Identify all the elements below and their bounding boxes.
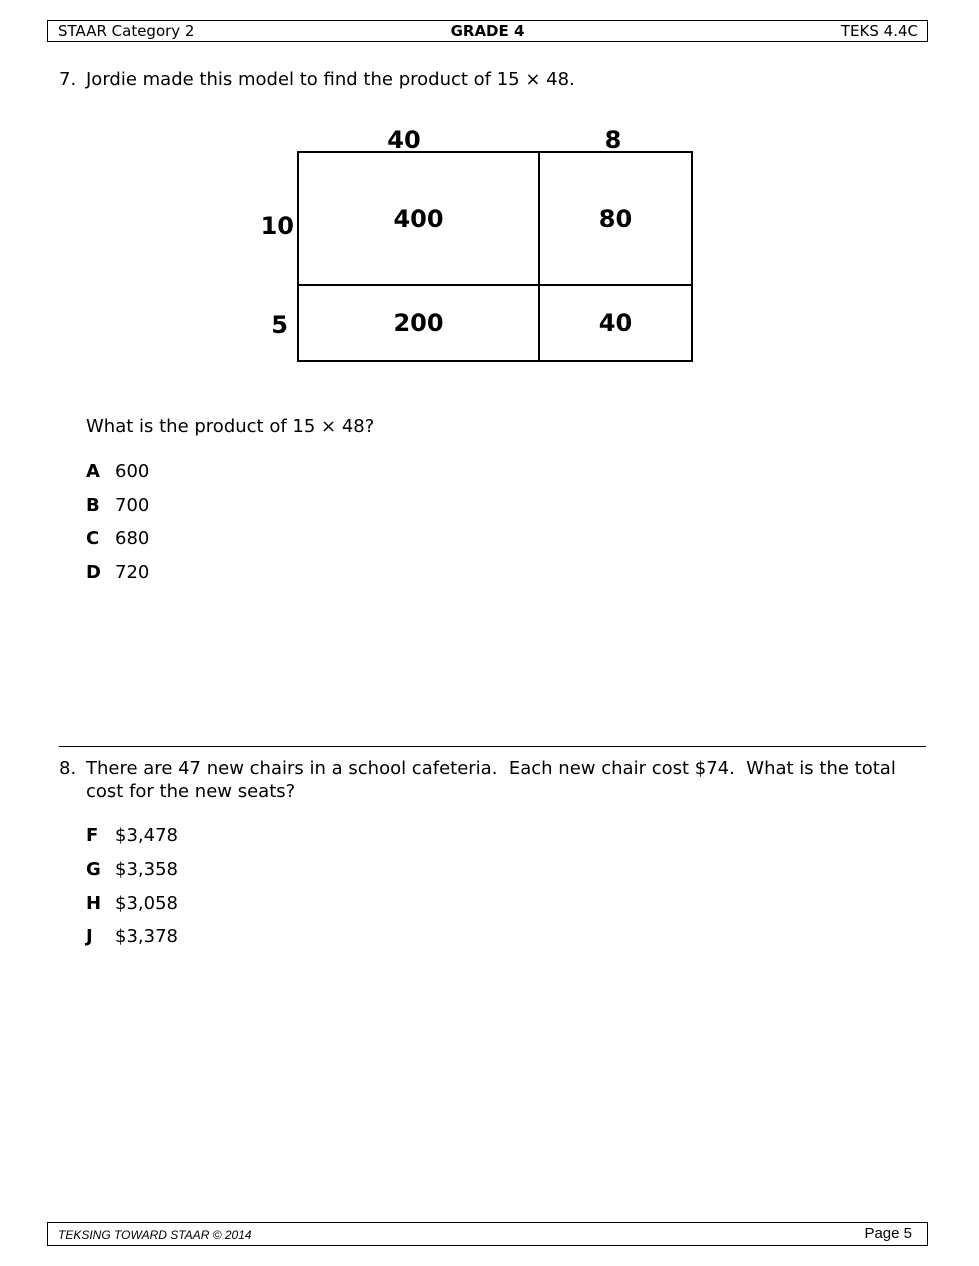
model-row-label-2: 5	[271, 311, 288, 339]
choice-letter: A	[86, 461, 100, 482]
choice-letter: G	[86, 859, 101, 880]
model-cell-80: 80	[538, 151, 693, 286]
choice-a[interactable]	[86, 460, 149, 483]
question-8-number: 8.	[59, 758, 77, 779]
model-cell-40: 40	[538, 284, 693, 362]
question-7-text: Jordie made this model to find the product of 15 × 48.	[86, 69, 575, 90]
page-header	[47, 20, 928, 42]
area-model	[297, 151, 693, 362]
choice-value: $3,058	[115, 893, 178, 914]
question-divider	[59, 746, 926, 747]
page-number: Page 5	[864, 1225, 912, 1242]
header-grade: GRADE 4	[450, 22, 525, 40]
choice-f[interactable]	[86, 824, 178, 847]
choice-letter: B	[86, 495, 100, 516]
choice-letter: C	[86, 528, 100, 549]
choice-d[interactable]	[86, 561, 149, 584]
question-7-prompt: What is the product of 15 × 48?	[86, 416, 375, 437]
model-col-label-2: 8	[604, 126, 622, 154]
choice-value: 700	[115, 495, 150, 516]
choice-j[interactable]	[86, 925, 178, 948]
choice-value: $3,378	[115, 926, 178, 947]
model-col-label-1: 40	[387, 126, 421, 154]
header-teks: TEKS 4.4C	[840, 22, 918, 40]
question-8-text-line-1: There are 47 new chairs in a school cafeteria. Each new chair cost $74. What is the total	[86, 758, 896, 779]
choice-value: $3,478	[115, 825, 178, 846]
header-category: STAAR Category 2	[58, 22, 195, 40]
choice-c[interactable]	[86, 527, 149, 550]
question-8-text-line-2: cost for the new seats?	[86, 781, 296, 802]
choice-b[interactable]	[86, 494, 149, 517]
choice-letter: J	[86, 926, 93, 947]
choice-value: 720	[115, 562, 150, 583]
model-cell-400: 400	[297, 151, 540, 286]
choice-letter: D	[86, 562, 101, 583]
choice-letter: F	[86, 825, 99, 846]
choice-h[interactable]	[86, 892, 178, 915]
footer-copyright: TEKSING TOWARD STAAR © 2014	[58, 1228, 252, 1242]
page-footer	[47, 1222, 928, 1246]
question-7-number: 7.	[59, 69, 77, 90]
model-cell-200: 200	[297, 284, 540, 362]
choice-g[interactable]	[86, 858, 178, 881]
choice-value: 600	[115, 461, 150, 482]
model-row-label-1: 10	[260, 212, 294, 240]
choice-letter: H	[86, 893, 102, 914]
choice-value: 680	[115, 528, 150, 549]
choice-value: $3,358	[115, 859, 178, 880]
